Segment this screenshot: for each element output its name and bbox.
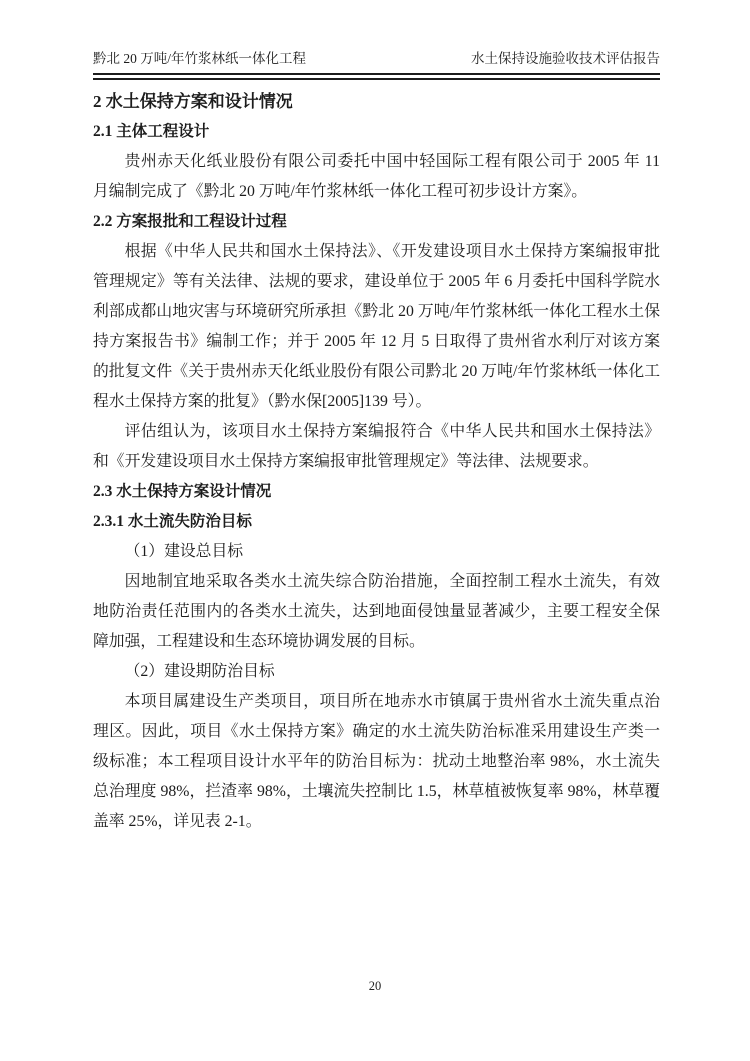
goal-2-paragraph: 本项目属建设生产类项目，项目所在地赤水市镇属于贵州省水土流失重点治理区。因此，项目《水土保持方案》确定的水土流失防治标准采用建设生产类一级标准；本工程项目设计水平年的防治目标为：扰动土地整治率 98%，水土流失总治理度 98%，拦渣率 98%，土壤流失控制比 1.5，林草植被恢复率 98%，林草覆盖率 25%，详见表 2-1。 xyxy=(93,693,660,830)
header-divider xyxy=(93,73,660,80)
section-2-heading: 2 水土保持方案和设计情况 xyxy=(93,92,293,111)
section-2-2-paragraph-1: 根据《中华人民共和国水土保持法》、《开发建设项目水土保持方案编报审批管理规定》等有关法律、法规的要求，建设单位于 2005 年 6 月委托中国科学院水利部成都山地灾害与环境研究所承担《黔北 20 万吨/年竹浆林纸一体化工程水土保持方案报告书》编制工作；并于 2005 年 12 月 5 日取得了贵州省水利厅对该方案的批复文件《关于贵州赤天化纸业股份有限公司黔北 20 万吨/年竹浆林纸一体化工程水土保持方案的批复》（黔水保[2005]139 号）。 xyxy=(93,243,660,410)
section-2-1-paragraph: 贵州赤天化纸业股份有限公司委托中国中轻国际工程有限公司于 2005 年 11 月编制完成了《黔北 20 万吨/年竹浆林纸一体化工程可初步设计方案》。 xyxy=(93,153,660,200)
section-2-2-paragraph-2: 评估组认为，该项目水土保持方案编报符合《中华人民共和国水土保持法》和《开发建设项目水土保持方案编报审批管理规定》等法律、法规要求。 xyxy=(93,423,660,470)
document-content xyxy=(93,87,660,837)
goal-1-subheading: （1）建设总目标 xyxy=(124,543,244,560)
section-2-1-heading: 2.1 主体工程设计 xyxy=(93,123,210,140)
section-2-3-heading: 2.3 水土保持方案设计情况 xyxy=(93,483,272,500)
page-number: 20 xyxy=(368,979,382,993)
goal-2-subheading: （2）建设期防治目标 xyxy=(124,663,275,680)
page-header xyxy=(93,50,660,67)
section-2-2-heading: 2.2 方案报批和工程设计过程 xyxy=(93,213,287,230)
goal-1-paragraph: 因地制宜地采取各类水土流失综合防治措施，全面控制工程水土流失，有效地防治责任范围内的各类水土流失，达到地面侵蚀量显著减少，主要工程安全保障加强，工程建设和生态环境协调发展的目标。 xyxy=(93,573,660,650)
page-footer xyxy=(0,978,750,994)
header-right-title: 水土保持设施验收技术评估报告 xyxy=(471,51,660,66)
header-left-title: 黔北 20 万吨/年竹浆林纸一体化工程 xyxy=(93,51,307,66)
section-2-3-1-heading: 2.3.1 水土流失防治目标 xyxy=(93,513,252,530)
